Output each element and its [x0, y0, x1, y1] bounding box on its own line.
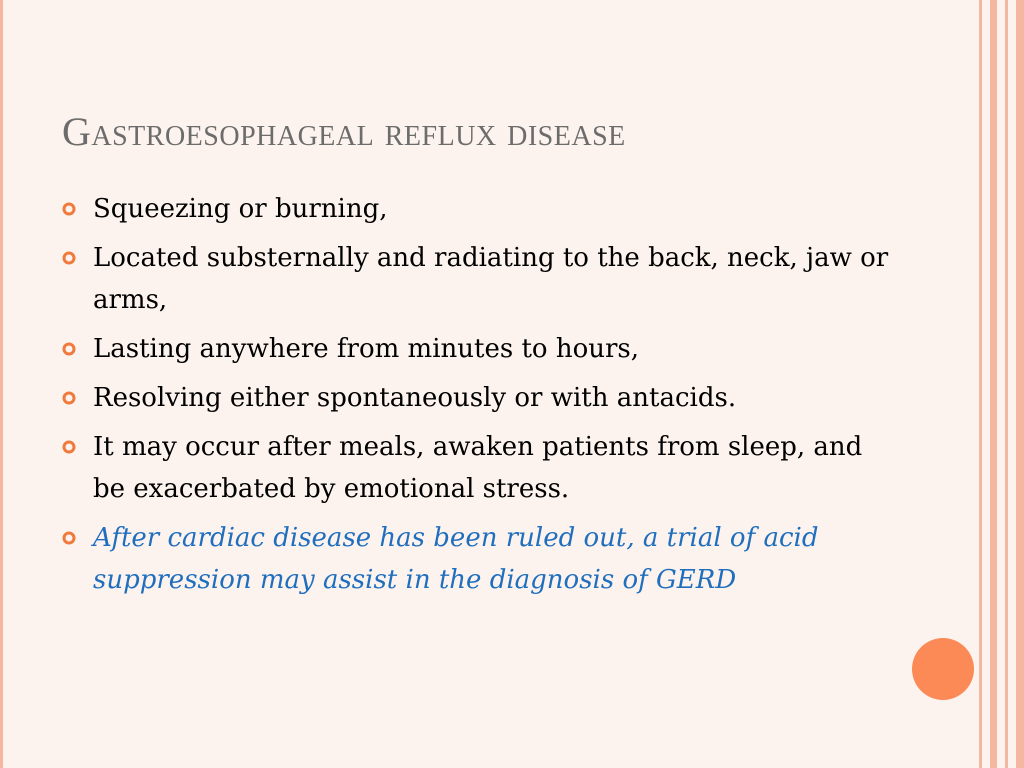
hollow-circle-bullet-icon: [62, 342, 76, 356]
hollow-circle-bullet-icon: [62, 531, 76, 545]
bullet-list: [62, 188, 892, 608]
bullet-item: [62, 188, 892, 230]
bullet-text: Lasting anywhere from minutes to hours,: [93, 334, 639, 364]
bullet-text: It may occur after meals, awaken patients from sleep, and be exacerbated by emotional stress.: [93, 432, 863, 504]
left-border-stripe: [0, 0, 3, 768]
bullet-item: [62, 377, 892, 419]
decorative-orange-circle: [912, 638, 974, 700]
bullet-item: [62, 328, 892, 370]
hollow-circle-bullet-icon: [62, 391, 76, 405]
bullet-text: Squeezing or burning,: [93, 194, 388, 224]
right-border-stripe: [979, 0, 982, 768]
bullet-text: After cardiac disease has been ruled out, a trial of acid suppression may assist in the diagnosis of GERD: [93, 523, 819, 595]
hollow-circle-bullet-icon: [62, 251, 76, 265]
bullet-text: Resolving either spontaneously or with antacids.: [93, 383, 737, 413]
bullet-item-highlighted: [62, 517, 892, 601]
bullet-text: Located substernally and radiating to the back, neck, jaw or arms,: [93, 243, 889, 315]
bullet-item: [62, 237, 892, 321]
slide-title: Gastroesophageal reflux disease: [62, 109, 626, 154]
right-border-stripe: [1016, 0, 1024, 768]
bullet-item: [62, 426, 892, 510]
right-border-stripe: [990, 0, 997, 768]
hollow-circle-bullet-icon: [62, 202, 76, 216]
right-border-stripe: [1005, 0, 1008, 768]
hollow-circle-bullet-icon: [62, 440, 76, 454]
